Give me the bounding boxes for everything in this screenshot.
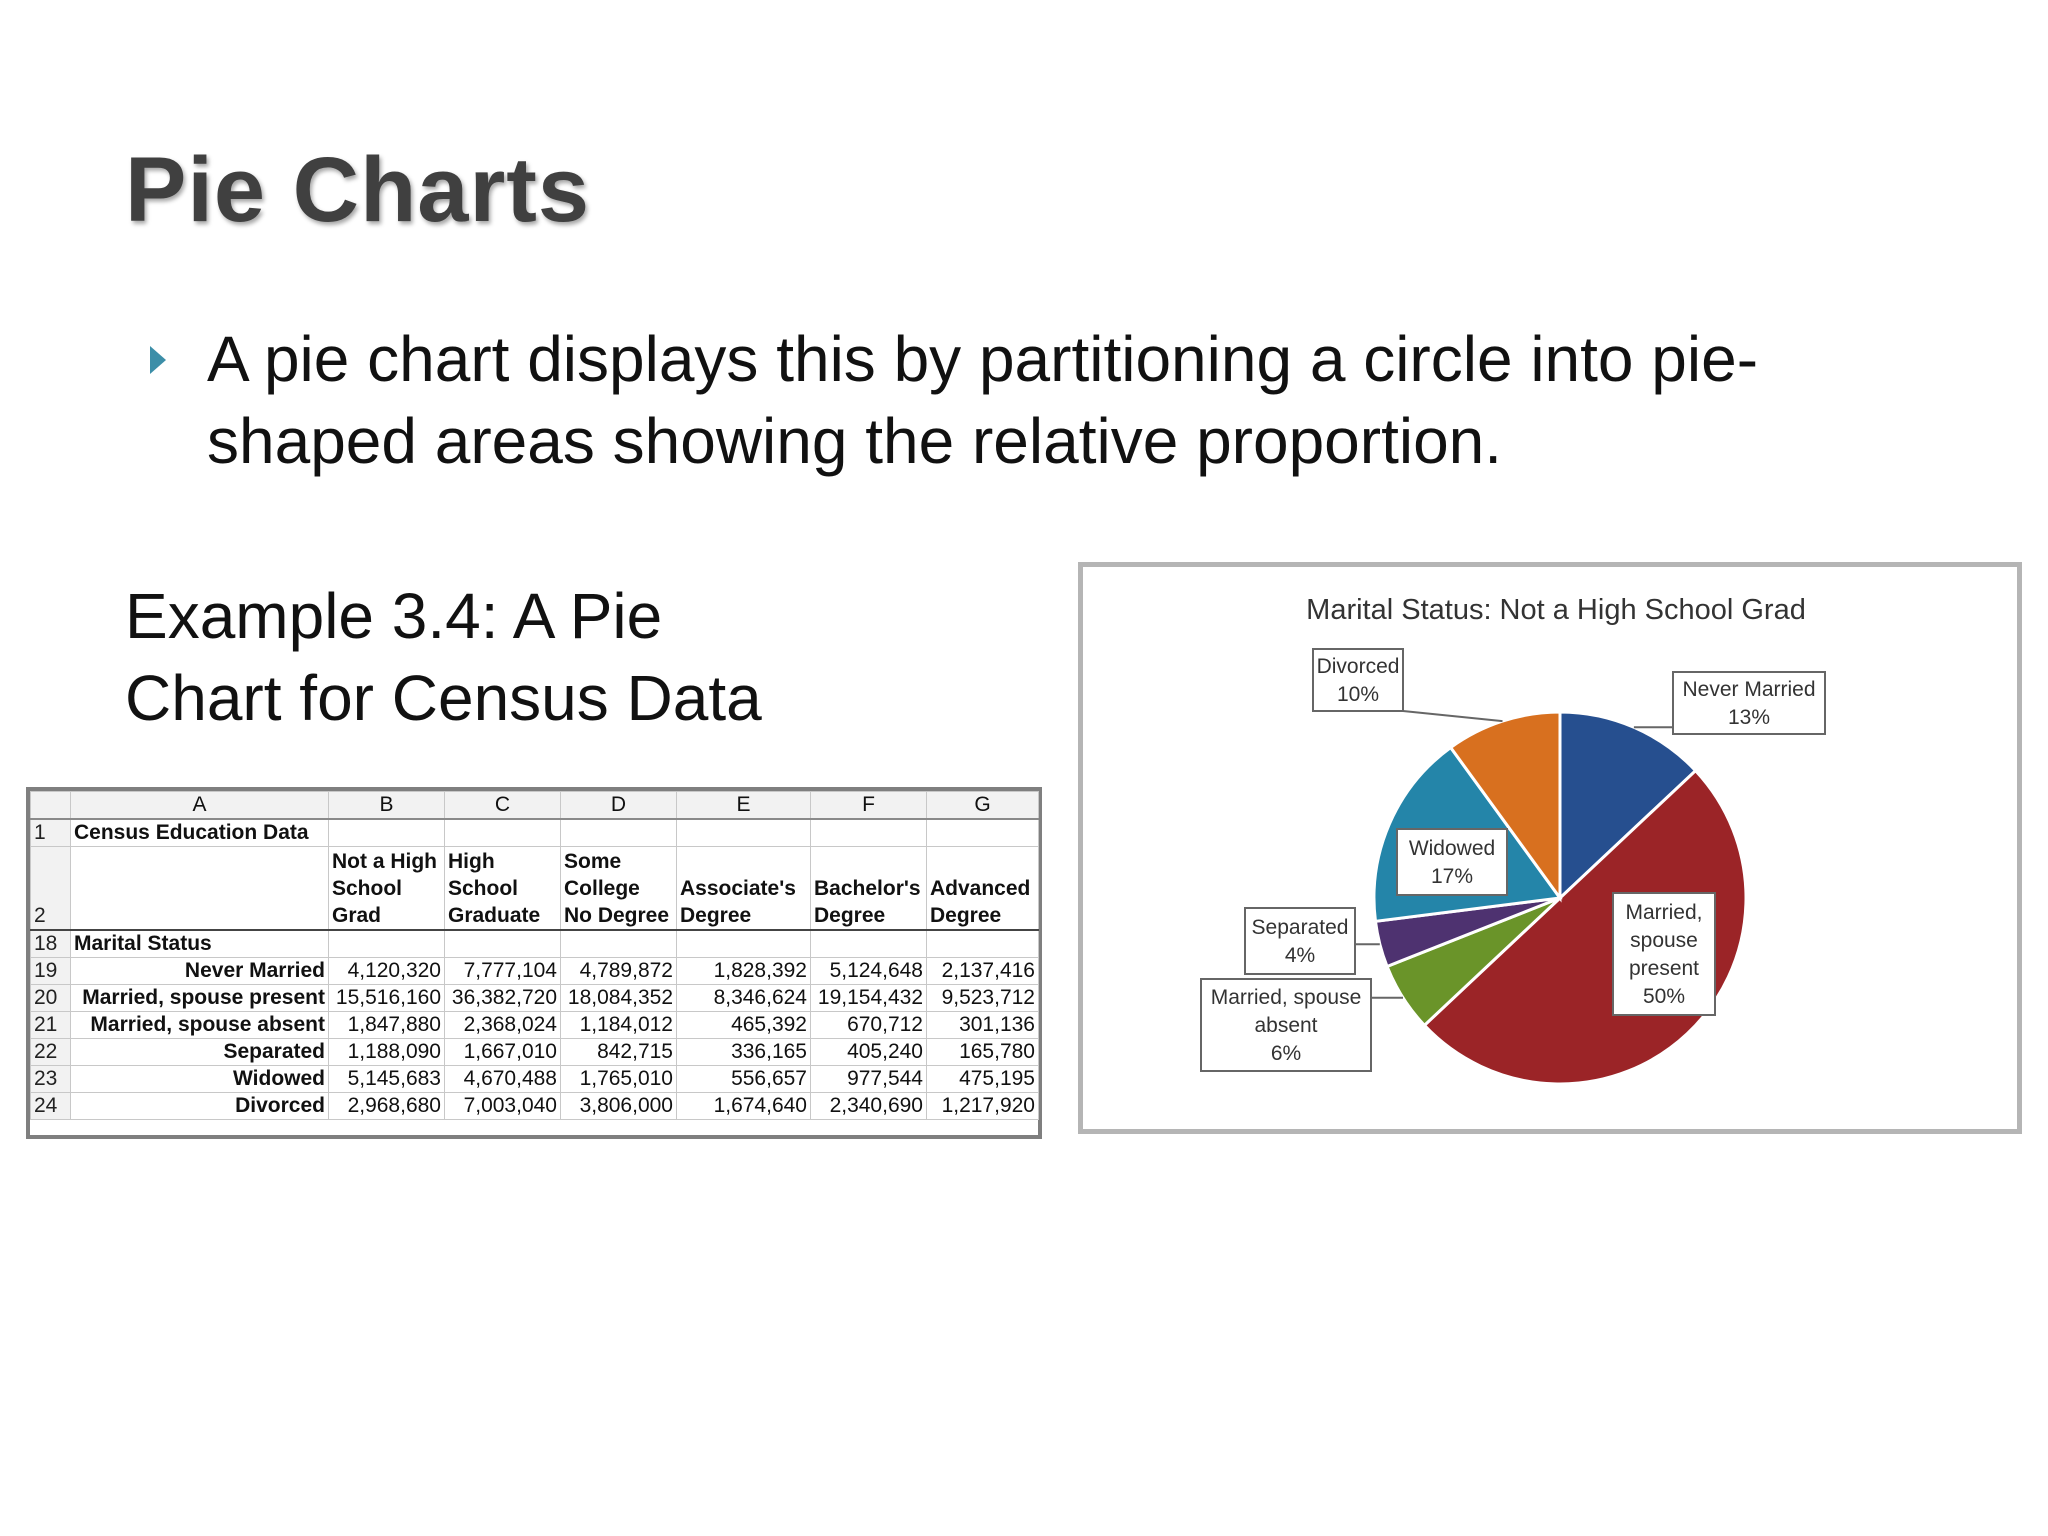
value-cell: 1,217,920 [927,1093,1039,1120]
value-cell: 556,657 [677,1066,811,1093]
table-row [31,1039,1039,1066]
value-cell: 165,780 [927,1039,1039,1066]
slice-label: Separated [1251,916,1349,939]
census-table [30,791,1039,1120]
header-cell: High School Graduate [445,847,561,931]
table-title-cell: Census Education Data [71,819,329,847]
value-cell: 1,184,012 [561,1012,677,1039]
column-letters-row [31,792,1039,820]
value-cell: 5,124,648 [811,958,927,985]
col-letter: F [811,792,927,820]
slice-label: 17% [1430,865,1474,888]
header-cell: Bachelor's Degree [811,847,927,931]
col-letter: E [677,792,811,820]
section-label-cell: Marital Status [71,930,329,958]
table-row [31,985,1039,1012]
header-row [31,847,1039,931]
example-line-2: Chart for Census Data [125,662,762,734]
callout-married-spouse-absent [1201,979,1403,1071]
row-number: 18 [31,930,71,958]
value-cell: 7,777,104 [445,958,561,985]
bullet-arrow-icon [150,346,166,374]
chart-title: Marital Status: Not a High School Grad [1306,594,1806,626]
slice-label: 4% [1284,944,1316,967]
value-cell: 475,195 [927,1066,1039,1093]
value-cell: 405,240 [811,1039,927,1066]
slice-label: Married, spouse [1210,986,1362,1009]
row-label: Divorced [71,1093,329,1120]
slice-label: Never Married [1682,678,1816,701]
slice-label: Married, [1625,901,1703,924]
slice-label: absent [1254,1014,1318,1037]
callout-leader [1403,711,1503,721]
slice-label: 6% [1270,1042,1302,1065]
table-row [31,1093,1039,1120]
value-cell: 2,368,024 [445,1012,561,1039]
value-cell: 9,523,712 [927,985,1039,1012]
value-cell: 18,084,352 [561,985,677,1012]
slice-label: present [1628,957,1700,980]
value-cell: 8,346,624 [677,985,811,1012]
row-number: 22 [31,1039,71,1066]
value-cell: 1,847,880 [329,1012,445,1039]
row-number: 2 [31,847,71,931]
row-label: Married, spouse present [71,985,329,1012]
value-cell: 977,544 [811,1066,927,1093]
value-cell: 4,670,488 [445,1066,561,1093]
header-cell: Associate's Degree [677,847,811,931]
value-cell: 19,154,432 [811,985,927,1012]
row-number: 19 [31,958,71,985]
callout-widowed [1397,829,1507,895]
callout-separated [1245,908,1380,974]
table-row [31,958,1039,985]
slide-title: Pie Charts [125,139,591,241]
value-cell: 336,165 [677,1039,811,1066]
value-cell: 2,968,680 [329,1093,445,1120]
row-label: Separated [71,1039,329,1066]
bullet-line-1: A pie chart displays this by partitioning a circle into pie- [207,323,1758,395]
example-line-1: Example 3.4: A Pie [125,580,663,652]
value-cell: 1,765,010 [561,1066,677,1093]
value-cell: 1,188,090 [329,1039,445,1066]
value-cell: 4,120,320 [329,958,445,985]
value-cell: 1,667,010 [445,1039,561,1066]
row-number: 24 [31,1093,71,1120]
value-cell: 36,382,720 [445,985,561,1012]
col-letter: G [927,792,1039,820]
slice-label: spouse [1630,929,1698,952]
pie-chart [1083,567,2017,1129]
col-letter: D [561,792,677,820]
row-number: 21 [31,1012,71,1039]
table-row [31,1012,1039,1039]
value-cell: 4,789,872 [561,958,677,985]
slice-label: Divorced [1316,655,1400,678]
table-row [31,819,1039,847]
bullet-text [207,318,1907,482]
pie-chart-panel [1078,562,2022,1134]
value-cell: 1,674,640 [677,1093,811,1120]
callout-divorced [1313,649,1503,721]
row-label: Never Married [71,958,329,985]
value-cell: 7,003,040 [445,1093,561,1120]
value-cell: 465,392 [677,1012,811,1039]
slice-label: 50% [1642,985,1686,1008]
row-label: Widowed [71,1066,329,1093]
row-number: 1 [31,819,71,847]
spreadsheet-image [26,787,1042,1139]
value-cell: 3,806,000 [561,1093,677,1120]
example-caption [125,575,885,739]
header-cell: Not a High School Grad [329,847,445,931]
slice-label: 10% [1336,683,1380,706]
value-cell: 670,712 [811,1012,927,1039]
col-letter: B [329,792,445,820]
table-row [31,930,1039,958]
row-label: Married, spouse absent [71,1012,329,1039]
value-cell: 2,137,416 [927,958,1039,985]
slice-label: 13% [1727,706,1771,729]
bullet-line-2: shaped areas showing the relative proportion. [207,405,1503,477]
callout-married-spouse-present [1613,893,1715,1015]
callout-never-married [1634,672,1825,734]
value-cell: 842,715 [561,1039,677,1066]
value-cell: 5,145,683 [329,1066,445,1093]
value-cell: 2,340,690 [811,1093,927,1120]
col-letter: C [445,792,561,820]
corner-cell [31,792,71,820]
table-row [31,1066,1039,1093]
value-cell: 301,136 [927,1012,1039,1039]
value-cell: 15,516,160 [329,985,445,1012]
value-cell: 1,828,392 [677,958,811,985]
row-number: 20 [31,985,71,1012]
row-number: 23 [31,1066,71,1093]
slice-label: Widowed [1408,837,1496,860]
header-cell: Advanced Degree [927,847,1039,931]
header-cell: Some College No Degree [561,847,677,931]
col-letter: A [71,792,329,820]
